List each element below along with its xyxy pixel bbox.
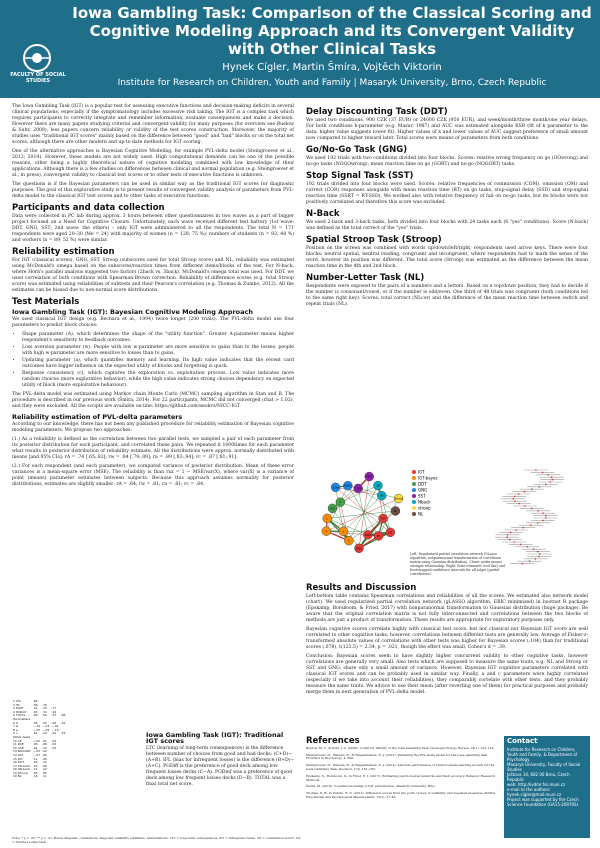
legend-label: stroop xyxy=(418,505,431,511)
table-cell: .02 xyxy=(42,749,47,754)
network-node-label: Stroop xyxy=(394,497,403,501)
table-cell: .52 xyxy=(60,731,66,736)
reference-item: Steingroever, H., Wetzels, R., & Wagenmakers, E.-J. (2013). Validating the PVL-Delta model for the Iowa gambling task. Frontiers in Psychology, 4, 898. xyxy=(306,752,489,761)
network-node-label: TOT xyxy=(380,517,386,521)
legend-swatch xyxy=(412,488,416,492)
table-cell: .96 xyxy=(32,713,38,718)
legend-label: IGT xyxy=(418,469,425,475)
table-row-label: 16 DDT xyxy=(13,760,25,765)
edge-estimate xyxy=(535,558,537,560)
network-node-label: 3N xyxy=(380,494,384,498)
table-cell: .16 xyxy=(32,774,38,779)
table-cell: .08 xyxy=(51,720,57,725)
edge-estimate xyxy=(522,563,524,565)
sst-text: 192 trials divided into four blocks were used. Scores: relative frequencies of commission (COM), omission (OM) and correct (COR) responses alongside with mean reaction time (RT) on go tasks, stop-signal delay (SSD) and stop-signal reaction time (SSRT = RT-SSD). We worked also with relative frequency of fail on no-go tasks, but its blocks were not positively correlated and therefore this score was excluded. xyxy=(306,182,588,205)
edge-estimate xyxy=(533,548,535,550)
right-column xyxy=(306,104,588,311)
legend-label: IGT-bayes xyxy=(418,475,438,481)
pvl-param-updating: • Updating parameter (a), which quantifies memory and learning. Its high value indicates that the recent card outcomes have bigger influence on the expected utility of blocks and forgetting is quick. xyxy=(22,358,294,370)
edge-estimate xyxy=(512,498,514,500)
pvl-intro: We used classical IGT design (e.g. Bechara et al., 1994) twice longer (200 trials). The PVL-delta model use four parameters to predict block choices: xyxy=(12,317,294,328)
edge-estimate xyxy=(529,560,531,562)
legend-label: SST xyxy=(418,493,426,499)
table-row-label: 15 DD xyxy=(13,756,23,761)
table-cell: .44 xyxy=(51,709,57,714)
pvl-reliability-text: According to our knowledge, there has not been any published procedure for reliability estimation of Bayesian cognitive modeling parameters. We propose two approaches: xyxy=(12,422,294,433)
table-cell: .06 xyxy=(32,742,38,747)
table-cell: −.03 xyxy=(32,749,41,754)
table-row-label: 7 w xyxy=(13,724,19,729)
network-node-label: PGDi xyxy=(356,547,362,551)
contact-line: Institute for Research on Children, Youth and Family, & Department of Psychology xyxy=(507,747,578,762)
table-cell: .05 xyxy=(42,770,47,775)
gng-text: We used 192 trials with two conditions divided into four blocks. Scores: relative wrong frequency on go (GOwrong) and no-go tasks (NOGOwrong); mean reaction time on go (GORT) and no-go (NOGORT) tasks. xyxy=(306,156,588,167)
pvl-heading: Iowa Gambling Task (IGT): Bayesian Cognitive Modeling Approach xyxy=(12,308,254,316)
legend-label: DDT xyxy=(418,481,427,487)
edge-estimate xyxy=(524,505,526,507)
table-row-label: 10 CE xyxy=(13,738,22,743)
edge-estimate xyxy=(506,536,508,538)
edge-estimate xyxy=(537,510,539,512)
results-paragraph-2: Bayesian cognitive scores correlate highly with classical test score, but nor classical nor Bayesian IGT score are well correlated to other cognitive tasks; however, correlations between different tests are generally low. Average of Fisher-z-transformed absolute values of correlations with other tests was higher for Bayesian scores (.104) than for traditional scores (.078), t(123.5) = 2.34, p = .021, though the effect was small, Cohen's d = .39. xyxy=(306,627,588,650)
network-node-label: PGDf xyxy=(364,533,371,537)
table-cell: .58 xyxy=(32,702,38,707)
references-heading: References xyxy=(306,736,360,746)
left-column xyxy=(12,104,294,491)
pvl-reliability-approach-2: (2.) For each respondent (and each parameter), we computed variance of posterior distribution. Mean of these error variances is a mean-square error (MSE). The reliability is than rxx = 1 − MSE/var(X), where var(X) is a variance of point (means) parameter estimates between subjects. Because this approach assumes normality for posterior distributions, estimates are slightly smaller: rA = .64; rw = .81; ra = .81; rc = .84. xyxy=(12,464,294,487)
participants-text: Data were collected in PC lab during approx. 3 hours between other questionnaires in two waves as a part of bigger project focused on a Need for Cognitive Closure. Unfortunately, each wave received different test battery (1st wave: DDT, GNG, SST; 2nd wave: the others) – only IGT were administered to all the respondents. The total N = 171 respondents were aged 20–30 (Me = 24) with majority of women (n = 128; 75 %); numbers of students (n = 82; 48 %) and workers (n = 89; 52 %) were similar. xyxy=(12,214,294,243)
edge-estimate xyxy=(514,500,516,502)
table-row-label: 13 NOGORT xyxy=(13,749,31,754)
network-node-label: a xyxy=(325,530,328,534)
edge-estimate xyxy=(509,539,511,541)
table-cell: .01 xyxy=(42,738,47,743)
table-cell: .14 xyxy=(32,767,38,772)
intro-paragraph-1: The Iowa Gambling Task (IGT) is a popular test for assessing executive functions and decision-making deficits in several clinical populations, especially if the symptomatology includes excessive risk taking. The IGT is a complex task which requires participants to correctly integrate and remember information, evaluate consequences and make a decision. However there are many papers studying criterial and convergent validity for many purposes (for overview see Buelow & Suhr, 2009), less papers concern reliability or validity of the test scores construction. Moreover, the majority of studies uses "traditional IGT scores" mainly based on the difference between "good" and "bad" blocks or on the total net scores, although there are other modern and up-to-date methods for IGT scoring. xyxy=(12,104,294,145)
edge-estimate xyxy=(520,544,522,546)
results-paragraph-1: Left-bottom table contains Spearman correlations and reliabilities of all the scores. We estimated also network model (chart). We used regularized partial correlation network (gLASSO algorithm, EBIC minimized) in bootnet R package (Epskamp, Borsboom, & Fried, 2017) with nonparanormal transformation to Gaussian distribution (huge package). Be aware that the original correlation matrix is not fully interconnected and correlations between the two blocks of methods are just a product of transformation. These results are appropriate for exploratory purposes only. xyxy=(306,594,588,623)
edge-estimate xyxy=(538,556,540,558)
table-cell: .12 xyxy=(42,760,47,765)
participants-heading: Participants and data collection xyxy=(12,203,165,213)
contact-web-link[interactable]: web: http://ivdmr.fss.muni.cz xyxy=(507,782,566,787)
table-cell: .41 xyxy=(32,706,38,711)
pvl-estimation: The PVL-delta model was estimated using Markov chain Monte Carlo (MCMC) sampling algorithm in Stan and R. The procedure is described in our previous work (Šmíra, 2014). For 22 participants, MCMC did not converged (rhat > 1.02), and they were excluded. All the scripts are available on-line: https://github.com/neokro/NICC-IGT. xyxy=(12,392,294,409)
edge-estimate xyxy=(539,553,541,555)
table-cell: .05 xyxy=(42,756,47,761)
table-cell: .10 xyxy=(42,745,47,750)
edge-estimate xyxy=(545,484,547,486)
authors: Hynek Cígler, Martin Šmíra, Vojtěch Viktorin xyxy=(222,62,442,73)
table-cell: −.25 xyxy=(32,727,41,732)
pvl-param-loss: • Loss aversion parameter (w). People with low w-parameter are more sensitive to gains than to the losses, people with high w-parameter are more sensitive to losses than to gains. xyxy=(22,345,294,357)
legend-label: NL xyxy=(418,511,424,517)
table-row-label: 2 IFL xyxy=(13,702,21,707)
network-node-label: IFL xyxy=(376,534,381,538)
table-row-label: 8 a xyxy=(13,727,18,732)
poster-title: Iowa Gambling Task: Comparison of the Classical Scoring and Cognitive Modeling Approach and its Convergent Validity with Other Clinical Tasks xyxy=(72,4,592,58)
nback-text: We used 2-back and 3-back tasks, both divided into four blocks with 24 tasks each (6 "yes" conditions). Score (N-back) was defined as the total correct of the "yes" trials. xyxy=(306,220,588,231)
table-cell: .02 xyxy=(51,745,57,750)
table-cell: .08 xyxy=(42,742,47,747)
correlation-table-box xyxy=(12,700,140,830)
edge-estimate xyxy=(524,491,526,493)
table-row-label: 14 SST xyxy=(13,752,24,757)
edge-estimate xyxy=(507,534,509,536)
table-row-label: 1 LTC xyxy=(13,699,21,703)
edge-estimate xyxy=(530,524,532,526)
results-block xyxy=(306,580,588,699)
legend-swatch xyxy=(412,470,416,474)
table-cell: .03 xyxy=(51,742,57,747)
reference-item: Šmíra, M. (2014). Cognitive modeling of IGT performance. Masaryk University, Brno. xyxy=(306,784,436,789)
correlation-table xyxy=(12,700,66,779)
legend-swatch xyxy=(412,494,416,498)
network-node-label: w xyxy=(342,530,345,534)
table-cell: −.07 xyxy=(32,752,41,757)
edge-estimate xyxy=(515,529,517,531)
contact-heading: Contact xyxy=(507,737,538,745)
table-cell: .50 xyxy=(42,713,47,718)
reference-item: Buelow, M. T., & Suhr, J. A. (2009). Construct Validity of the Iowa Gambling Task. Neuropsychology Review, 19(1), 102–114. xyxy=(306,745,495,750)
legend-label: GNG xyxy=(418,487,428,493)
reference-item: Steingroever, H., Wetzels, R., & Wagenmakers, E.-J. (2014). Absolute performance of reinforcement-learning models for the Iowa Gambling Task. Decision, 1(3), 161–183. xyxy=(306,763,495,771)
table-cell: −.02 xyxy=(42,724,50,729)
edge-estimate xyxy=(514,496,516,498)
intro-paragraph-2: One of the alternative approaches is Bayesian Cognitive Modeling, for example PVL-delta model (Steingroever et al., 2013; 2014). However, these models are not widely used. High computational demands can be one of the possible reasons, other being a highly theoretical nature of cognitive modeling combined with low knowledge of their applications. Although there is a few studies on differences between clinical and normal population (e.g. Steingroever et al., in press), convergent validity to classical test scores or to other tests of executive functions is unknown. xyxy=(12,149,294,178)
table-row-label: 11 RCE xyxy=(13,742,24,747)
table-cell: .05 xyxy=(42,752,47,757)
legend-swatch xyxy=(412,500,416,504)
table-note: Note: * p < .05; ** p < .01. Below diagonal: correlations; diagonal: reliability estimates. Abbreviations: LTC = long-term consequences, IFL = infrequent losses, CE = commission errors, NL = Number Letter task. xyxy=(12,836,301,844)
table-row-label: 18 3N-back xyxy=(13,767,31,772)
legend-label: Nback xyxy=(418,499,431,505)
edge-estimate xyxy=(551,476,553,478)
lgt-heading: Iowa Gambling Task (IGT): Traditional IGT scores xyxy=(146,731,284,745)
table-cell: .22 xyxy=(32,763,38,768)
legend-swatch xyxy=(412,476,416,480)
table-cell: .22 xyxy=(42,720,47,725)
table-row-label: 17 2N-back xyxy=(13,763,31,768)
edge-estimate xyxy=(545,515,547,517)
pvl-parameter-list xyxy=(12,332,294,389)
table-cell: .11 xyxy=(42,774,47,779)
edge-estimate xyxy=(552,479,554,481)
lgt-text: LTC (learning of long-term consequences) is the difference between number of choices from good and bad decks: (C+D)−(A+B). IFL (bias for infrequent losses) is the difference (B+D)−(A+C). PGDiff is the preference of good deck among low frequent losses decks (C−A). PGDinf was a preference of good deck among low frequent losses decks (D−B). TOTAL was a final total net score. xyxy=(146,746,295,787)
contact-line: Joštova 10, 602 00 Brno, Czech Republic xyxy=(507,772,570,782)
table-cell: .02 xyxy=(51,738,57,743)
reference-item: Thomas, D. R., & Zumbo, B. D. (2012). Difference scores from the point of view of reliability and repeated-measures ANOVA. Educational and Psychological Measurement, 72(1), 37–43. xyxy=(306,791,497,799)
institution: Institute for Research on Children, Youth and Family | Masaryk University, Brno, Czech Republic xyxy=(117,78,547,88)
table-cell: −.19 xyxy=(32,724,41,729)
pvl-param-shape: • Shape parameter (A), which determines the shape of the "utility function". Greater A-parameter means higher respondent's sensitivity to feedback outcomes. xyxy=(22,332,294,344)
network-node-label: COM xyxy=(355,487,361,491)
table-row-label: 3 PGDf xyxy=(13,706,24,711)
edge-estimate xyxy=(542,512,544,514)
edge-estimate xyxy=(535,469,537,471)
table-cell: .42 xyxy=(51,731,57,736)
edge-estimate xyxy=(542,520,544,522)
logo-text: FACULTY OF SOCIAL STUDIES xyxy=(10,72,66,84)
edge-estimate xyxy=(545,517,547,519)
contact-email-link[interactable]: hynek.cigler@mail.muni.cz xyxy=(507,792,562,797)
reliability-heading: Reliability estimation xyxy=(12,247,115,257)
table-cell: .12 xyxy=(42,767,47,772)
network-node-label: NOGO xyxy=(344,484,352,488)
table-row-label: Parameters xyxy=(13,716,31,721)
network-node-label: 2N xyxy=(376,484,380,488)
table-cell: −.09 xyxy=(42,727,50,732)
table-cell: .04 xyxy=(32,745,38,750)
gng-heading: Go/No-Go Task (GNG) xyxy=(306,145,408,155)
network-edge xyxy=(349,486,378,541)
edge-estimate xyxy=(518,503,520,505)
table-cell: .76 xyxy=(42,702,47,707)
table-cell: −.02 xyxy=(32,738,41,743)
ddt-text: We used two conditions, 900 CZK (37 EUR) or 24000 CZK (950 EUR), and week/month/three month/one year delays. For both conditions k-parameter (e.g. Mazur, 1987) and AUC was estimated alongside RSR (fit of k parameter to the data; higher value suggests lower fit). Higher values of k and lower values of AUC suggest preference of small amount now compared to higher reward later. Total scores were means of parameters from both conditions. xyxy=(306,118,588,141)
edge-estimate xyxy=(542,472,544,474)
table-cell: .47 xyxy=(51,713,57,718)
table-cell: .06 xyxy=(42,763,47,768)
table-row-label: 12 ACE xyxy=(13,745,24,750)
edge-estimate xyxy=(510,532,512,534)
lgt-block xyxy=(146,728,296,791)
table-cell: .61 xyxy=(32,731,38,736)
contact-line: Project was supported by the Czech Science Foundation (GA15-20970S). xyxy=(507,797,580,807)
nback-heading: N-Back xyxy=(306,209,340,219)
table-cell: .93 xyxy=(32,709,38,714)
table-cell: .84 xyxy=(32,699,38,703)
table-cell: .05 xyxy=(32,720,38,725)
sst-heading: Stop Signal Task (SST) xyxy=(306,171,414,181)
edge-estimate xyxy=(522,527,524,529)
table-cell: .11 xyxy=(32,756,38,761)
table-cell: .34 xyxy=(42,709,47,714)
table-row-label: 4 PGDinf xyxy=(13,709,27,714)
results-conclusion: Conclusion: Bayesian scores seem to have slightly higher concurrent validity to other cognitive tasks, however correlations are generally very small. Also tests which are supposed to measure the same traits, e.g. NL and Stroop or SST and GNG, share only a small amount of variance. However, Bayesian IGT cognitive parameters correlated with classical IGT scores and can be probably used in similar way. Finally, a and c parameters were highly correlated (especially if we take into account their reliabilities), they comparably correlate with other tests, and they probably measure the same traits. We advice to use their mean (after reverting one of them) for practical purposes and probably merge them in next generation of PVL-delta model. xyxy=(306,654,588,695)
pvl-reliability-approach-1: (1.) As a reliability is defined as the correlation between two parallel tests, we sampled a pair of each parameter from its posterior distribution for each participant, and correlated these pairs. We repeated it 1000times for each parameter what results in posterior distribution of reliability estimate. All the distributions were approx. normally distributed with means [and 95% CIs]: rA = .74 [.65;.82]; rw = .84 [.79;.89]; ra = .89 [.83;.94]; rc = .87 [.81;.91]. xyxy=(12,437,294,460)
header-banner xyxy=(0,0,600,98)
edge-estimate xyxy=(518,493,520,495)
table-row-label: 5 TOTAL xyxy=(13,713,26,718)
references xyxy=(306,736,498,803)
table-cell: .33 xyxy=(42,706,47,711)
table-cell: .24 xyxy=(42,731,47,736)
table-cell: −.19 xyxy=(51,727,59,732)
table-row-label: 20 NL xyxy=(13,774,22,779)
legend-swatch xyxy=(412,482,416,486)
reliability-text: For IGT (classical scores), GNG, SST, Stroop (subscores used for total Stroop score) and NL, reliability was estimated using McDonald's omega based on the subscores/reaction times from different items/blocks of the test. For N-back, where Horn's parallel analysis suggested two factors (2back vs. 3back), McDonald's omega total was used. For DDT, we used correlation of both conditions with Spearman-Brown correction. Reliability of difference scores (e.g. total Stroop score) was estimated using reliabilities of subtests and their Pearson's correlation (e.g. Thomas & Zumbo, 2012). All the estimates can be biased due to non-normal score distributions. xyxy=(12,258,294,293)
legend-swatch xyxy=(412,512,416,516)
edge-estimate xyxy=(527,546,529,548)
network-edge xyxy=(358,488,395,511)
pvl-param-consistency: • Response consistency (c), which captures the exploration vs. exploitation process. Low value indicates more random choices (more explorative behavior), while the high value indicates strong choices dependency on expected utility of block (more exploitative behaviour). xyxy=(22,371,294,389)
network-node-label: AUC xyxy=(329,507,336,511)
contact-box xyxy=(504,736,590,838)
results-heading: Results and Discussion xyxy=(306,583,417,593)
network-node-label: NL xyxy=(393,509,397,513)
table-row xyxy=(12,775,66,779)
edge-estimate xyxy=(537,522,539,524)
figure-caption: Left: Regularized partial correlation network (GLasso algorithm, nonparanormal transformation of correlation matrix using Gaussian distribution). Closer nodes means stronger relationship. Right: Point estimates (red line) and bootstrapped confidence intervals for all edges (partial correlations). xyxy=(410,552,505,576)
table-cell: .77 xyxy=(51,706,57,711)
reference-item: Epskamp, S., Borsboom, D., & Fried, E. I. (2017). Estimating psychological networks and their accuracy. Behavior Research Methods. xyxy=(306,773,495,782)
table-cell: −.01 xyxy=(51,724,59,729)
edge-estimate xyxy=(538,486,540,488)
network-node-label: A xyxy=(348,539,350,543)
contact-line: Masaryk University, Faculty of Social Studies xyxy=(507,762,581,772)
table-row-label: 19 Stroop xyxy=(13,770,28,775)
table-row-label: Other tasks xyxy=(13,734,31,739)
contact-line: e-mail to the authors: xyxy=(507,787,551,792)
table-cell: .04 xyxy=(32,770,38,775)
table-cell: .01 xyxy=(60,720,66,725)
stroop-heading: Spatial Stroop Task (Stroop) xyxy=(306,235,442,245)
legend-swatch xyxy=(412,506,416,510)
network-node-label: c xyxy=(326,517,328,521)
network-node-label: k xyxy=(339,501,342,505)
intro-paragraph-3: The questions is if the Bayesian parameters can be used in similar way as the traditional IGT scores for diagnostic purposes. The goal of this explorative study is to present results of convergent validity analysis of parameters from PVL-delta model to the classical IGT test scores and to other tasks of executive functions. xyxy=(12,182,294,199)
nl-heading: Number-Letter Task (NL) xyxy=(306,273,425,283)
pvl-reliability-heading: Reliability estimation of PVL-delta parameters xyxy=(12,413,183,421)
edge-estimate xyxy=(531,508,533,510)
materials-heading: Test Materials xyxy=(12,297,80,307)
network-node-label: LTC xyxy=(388,531,393,535)
network-node-label: GOw xyxy=(332,486,339,490)
stroop-text: Position on the screen was combined with words up/down/left/right, respondents used arrow keys. There were four blocks: neutral spatial, neutral reading, congruent and incongruent, where respondents had to mark the sense of the word, however its position was different. The total score (Stroop) was estimated as the difference between the mean reaction time in the 4th and 2nd block. xyxy=(306,246,588,269)
network-node-label: SSRT xyxy=(366,475,373,479)
nl-text: Respondents were exposed to the pairs of a numbers and a letters. Based on a top/down position, they had to decide if the number is consonant/vowel, or if the number is odd/even. One third of 48 trials was congruent (both conditions led to the same right key). Scores: total correct (NLcor) and the difference of the mean reaction time between switch and repeat trials (NL). xyxy=(306,284,588,307)
edge-estimate xyxy=(531,488,533,490)
edge-estimate xyxy=(537,551,539,553)
edge-estimate xyxy=(547,474,549,476)
edge-estimate xyxy=(514,541,516,543)
table-cell: .88 xyxy=(60,713,66,718)
table-cell: .09 xyxy=(32,760,38,765)
table-row-label: 6 A xyxy=(13,720,18,725)
edge-estimate xyxy=(550,481,552,483)
ddt-heading: Delay Discounting Task (DDT) xyxy=(306,107,448,117)
table-row-label: 9 c xyxy=(13,731,18,736)
